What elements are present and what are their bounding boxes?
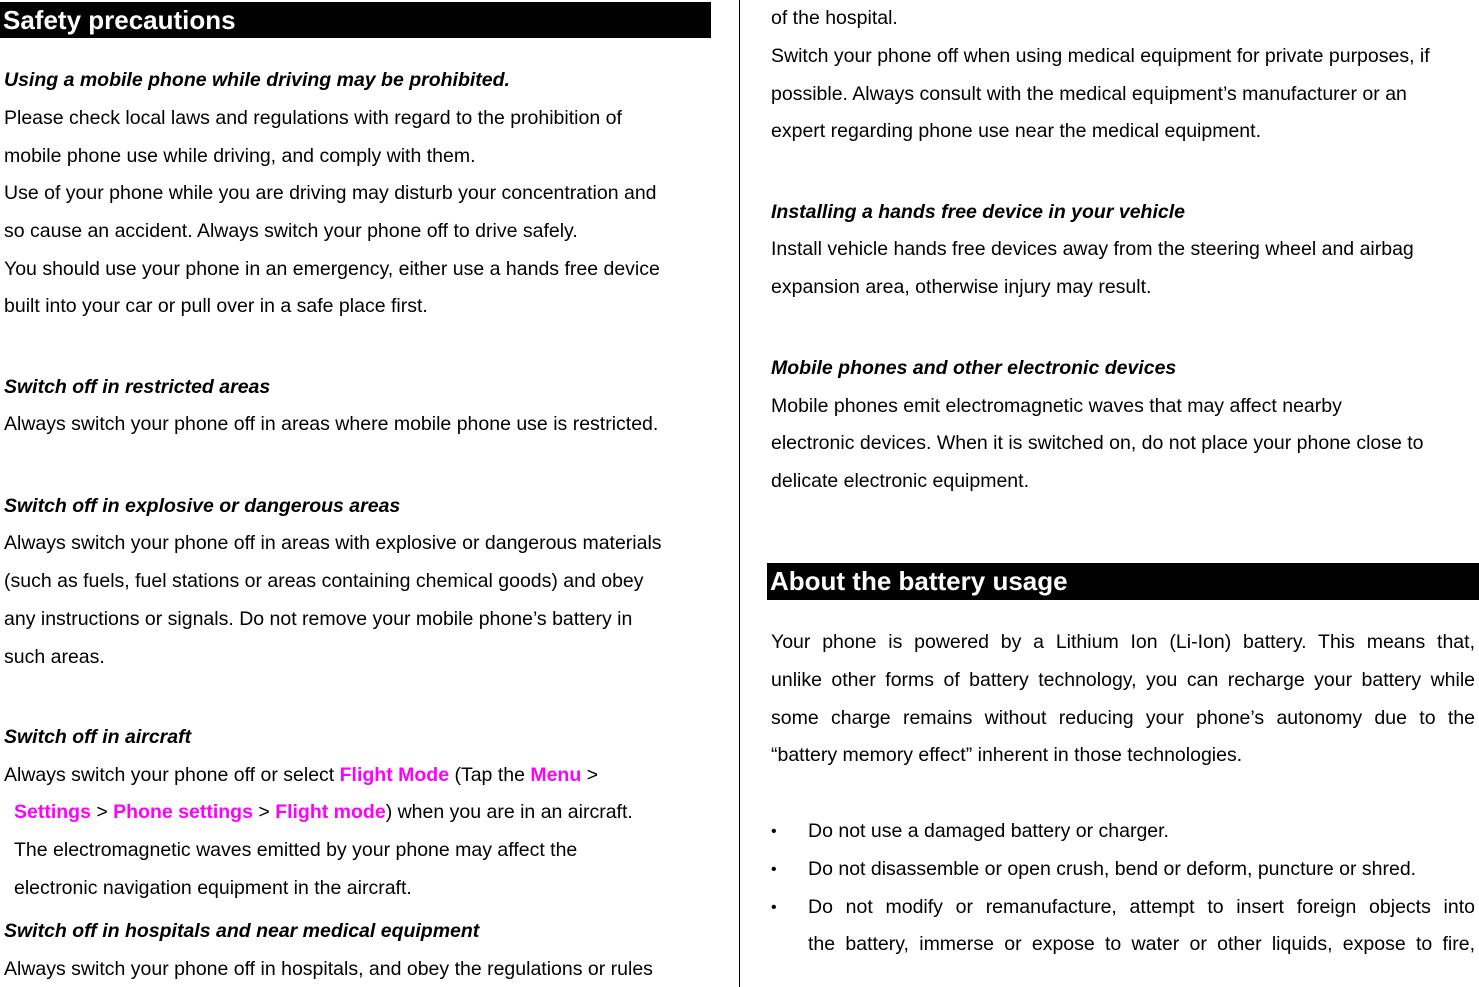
text-line: mobile phone use while driving, and comply with them.	[4, 145, 476, 167]
text-fragment: Always switch your phone off or select	[4, 764, 340, 786]
list-item: Do not disassemble or open crush, bend or deform, puncture or shred.	[808, 858, 1417, 880]
text-line: of the hospital.	[771, 7, 898, 29]
text-line: expert regarding phone use near the medical equipment.	[771, 120, 1261, 142]
heading-driving: Using a mobile phone while driving may be prohibited.	[4, 69, 510, 91]
phone-settings-label: Phone settings	[113, 801, 253, 823]
text-line: some charge remains without reducing your phone’s autonomy due to the	[771, 707, 1475, 729]
text-line: The electromagnetic waves emitted by your phone may affect the	[14, 839, 578, 861]
menu-label: Menu	[530, 764, 582, 786]
text-line: Install vehicle hands free devices away from the steering wheel and airbag	[771, 238, 1414, 260]
text-line: “battery memory effect” inherent in those technologies.	[771, 744, 1243, 766]
text-line: Please check local laws and regulations with regard to the prohibition of	[4, 107, 622, 129]
heading-hands-free: Installing a hands free device in your vehicle	[771, 201, 1185, 223]
bullet-icon: •	[771, 899, 777, 916]
text-line: Your phone is powered by a Lithium Ion (Li-Ion) battery. This means that,	[771, 631, 1475, 653]
heading-aircraft: Switch off in aircraft	[4, 726, 192, 748]
flight-mode-label: Flight Mode	[339, 764, 450, 786]
column-divider	[739, 0, 740, 987]
text-line-flight-mode	[4, 763, 598, 787]
heading-explosive-areas: Switch off in explosive or dangerous areas	[4, 495, 401, 517]
text-line: unlike other forms of battery technology, you can recharge your battery while	[771, 669, 1475, 691]
text-line: expansion area, otherwise injury may result.	[771, 276, 1152, 298]
flight-mode-label-2: Flight mode	[275, 801, 386, 823]
text-line: electronic navigation equipment in the aircraft.	[14, 877, 412, 899]
text-line: delicate electronic equipment.	[771, 470, 1029, 492]
list-item: Do not use a damaged battery or charger.	[808, 820, 1169, 842]
heading-restricted-areas: Switch off in restricted areas	[4, 376, 271, 398]
text-line: such areas.	[4, 646, 105, 668]
text-fragment: >	[252, 801, 276, 823]
text-line-settings-path	[14, 800, 633, 824]
text-line: any instructions or signals. Do not remove your mobile phone’s battery in	[4, 608, 633, 630]
text-fragment: >	[581, 764, 599, 786]
text-fragment: ) when you are in an aircraft.	[385, 801, 633, 823]
heading-hospitals: Switch off in hospitals and near medical equipment	[4, 920, 480, 942]
bullet-icon: •	[771, 861, 777, 878]
text-line: so cause an accident. Always switch your phone off to drive safely.	[4, 220, 578, 242]
text-line: Mobile phones emit electromagnetic waves that may affect nearby	[771, 395, 1342, 417]
text-line: (such as fuels, fuel stations or areas containing chemical goods) and obey	[4, 570, 644, 592]
text-line: Always switch your phone off in areas where mobile phone use is restricted.	[4, 413, 659, 435]
text-line: built into your car or pull over in a safe place first.	[4, 295, 428, 317]
bullet-icon: •	[771, 823, 777, 840]
text-line: Always switch your phone off in areas with explosive or dangerous materials	[4, 532, 662, 554]
text-fragment: >	[90, 801, 114, 823]
section-title-safety-precautions: Safety precautions	[0, 2, 711, 38]
text-line: Switch your phone off when using medical equipment for private purposes, if	[771, 45, 1430, 67]
text-line: You should use your phone in an emergency, either use a hands free device	[4, 258, 660, 280]
text-line: electronic devices. When it is switched on, do not place your phone close to	[771, 432, 1424, 454]
list-item-continuation: the battery, immerse or expose to water or other liquids, expose to fire,	[808, 933, 1475, 955]
text-line: Use of your phone while you are driving may disturb your concentration and	[4, 182, 657, 204]
text-line: Always switch your phone off in hospitals, and obey the regulations or rules	[4, 958, 653, 980]
heading-electronic-devices: Mobile phones and other electronic devices	[771, 357, 1177, 379]
text-fragment: (Tap the	[449, 764, 531, 786]
settings-label: Settings	[14, 801, 91, 823]
section-title-battery-usage: About the battery usage	[767, 563, 1479, 600]
list-item: Do not modify or remanufacture, attempt to insert foreign objects into	[808, 896, 1475, 918]
text-line: possible. Always consult with the medical equipment’s manufacturer or an	[771, 83, 1407, 105]
